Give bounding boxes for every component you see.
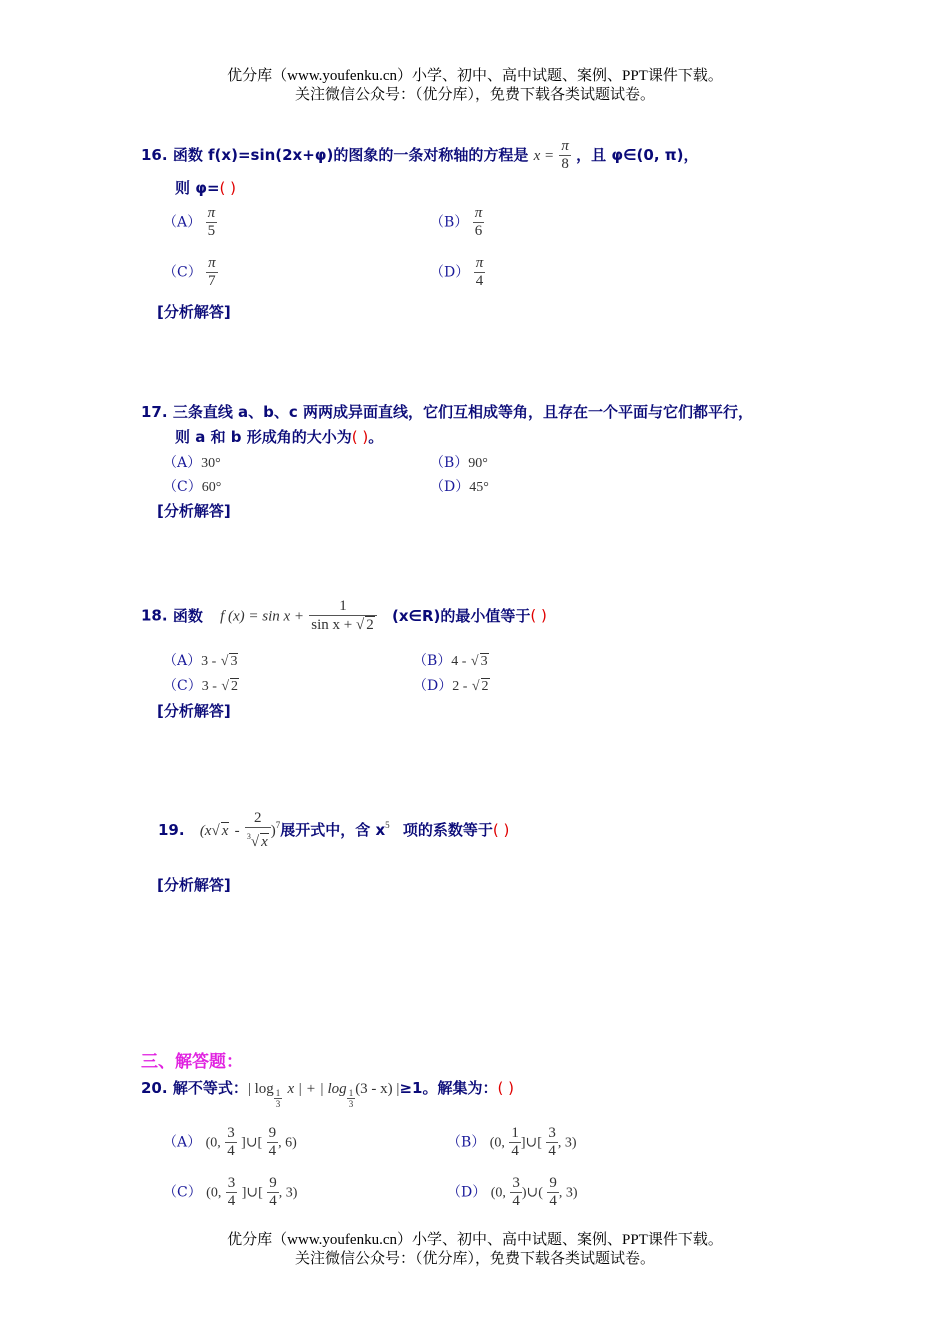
- option-a: 3 -: [201, 654, 217, 669]
- q19-cube-index: 3: [246, 832, 251, 841]
- q20-ineq-c: (3 - x) |: [355, 1081, 400, 1097]
- q17-option-b[interactable]: [430, 452, 488, 472]
- frac-den: 4: [475, 273, 484, 289]
- sqrt-sign: √: [470, 654, 479, 669]
- q16-text-b: ，且 φ∈(0, π)，: [576, 146, 699, 164]
- option-p2: ]∪[: [241, 1135, 263, 1151]
- q17-option-c[interactable]: [163, 476, 221, 496]
- option-frac: [206, 205, 218, 240]
- q19-text: 展开式中，含 x: [280, 821, 386, 839]
- base-den: 3: [275, 1099, 281, 1109]
- q19-expr-close: ): [270, 823, 276, 839]
- option-p1: (0,: [205, 1135, 221, 1151]
- q16-stem: [141, 138, 698, 173]
- q16-analysis-label: [分析解答]: [157, 303, 231, 321]
- base-den: 3: [348, 1099, 354, 1109]
- frac-num: 3: [227, 1125, 235, 1141]
- q20-ineq-b: x | + | log: [287, 1081, 347, 1097]
- q18-frac-den-a: sin x +: [311, 617, 353, 633]
- base-num: 1: [348, 1088, 354, 1098]
- q16-line2-text: 则 φ=: [175, 179, 220, 197]
- q19-power: 7: [275, 820, 281, 830]
- option-label: （A）: [163, 653, 202, 669]
- frac-num: 1: [511, 1125, 519, 1141]
- frac-den: 4: [268, 1143, 277, 1159]
- frac-den: 4: [227, 1143, 235, 1159]
- header-line2: 关注微信公众号：（优分库），免费下载各类试题试卷。: [294, 87, 655, 103]
- q17-option-a[interactable]: [163, 452, 221, 472]
- frac-num: π: [207, 205, 216, 221]
- option-p2: ]∪[: [520, 1135, 542, 1151]
- option-frac: [206, 255, 218, 290]
- sqrt-sign: √: [220, 654, 229, 669]
- option-label: （D）: [447, 1184, 487, 1201]
- frac-num: 9: [269, 1175, 277, 1191]
- frac-num: 9: [268, 1125, 277, 1141]
- option-value: 30°: [201, 456, 221, 471]
- q20-option-d[interactable]: [447, 1175, 578, 1210]
- frac-den: 4: [549, 1193, 557, 1209]
- q17-line2: [175, 426, 383, 447]
- option-frac-2: [546, 1125, 558, 1160]
- q20-log-base-2: [347, 1088, 356, 1109]
- q17-analysis-label: [分析解答]: [157, 502, 231, 520]
- option-p1: (0,: [206, 1185, 222, 1201]
- q20-option-b[interactable]: [447, 1125, 577, 1160]
- option-label: （B）: [430, 455, 469, 471]
- option-value: 60°: [201, 480, 222, 495]
- option-label: （A）: [163, 214, 202, 231]
- q16-option-d[interactable]: [430, 255, 485, 290]
- q17-number: 17.: [141, 403, 168, 421]
- q19-frac-num: 2: [245, 810, 271, 828]
- option-a: 3 -: [201, 679, 217, 694]
- q18-frac: [309, 598, 376, 634]
- option-label: （A）: [163, 455, 202, 471]
- q18-frac-num: 1: [309, 598, 376, 616]
- q16-eq-frac: [559, 138, 571, 173]
- q20-option-a[interactable]: [163, 1125, 297, 1160]
- q19-analysis-label: [分析解答]: [157, 876, 231, 894]
- option-label: （D）: [413, 678, 453, 694]
- q18-fx: f (x) = sin x +: [220, 608, 305, 625]
- option-label: （C）: [163, 1184, 202, 1201]
- footer-line2: 关注微信公众号：（优分库），免费下载各类试题试卷。: [294, 1251, 655, 1267]
- frac-den: 4: [227, 1193, 236, 1209]
- q20-number: 20.: [141, 1079, 168, 1097]
- option-frac: [474, 255, 486, 290]
- q16-option-b[interactable]: [430, 205, 484, 240]
- q20-ineq-a: | log: [247, 1081, 274, 1097]
- frac-den: 4: [511, 1143, 519, 1159]
- option-frac-2: [547, 1175, 559, 1210]
- q18-stem: [141, 598, 547, 634]
- q16-eq-x: x =: [533, 148, 555, 164]
- option-p1: (0,: [490, 1185, 506, 1201]
- q16-line2: [175, 177, 236, 198]
- q17-stem: [141, 401, 753, 422]
- q20-ineq-d: ≥1。解集为：: [399, 1079, 498, 1097]
- q18-number: 18.: [141, 606, 168, 625]
- q16-text-a: 函数 f(x)=sin(2x+φ)的图象的一条对称轴的方程是: [172, 146, 529, 164]
- frac-num: 3: [548, 1125, 556, 1141]
- q16-eq-den: 8: [561, 156, 569, 172]
- q16-answer-blank[interactable]: ( ): [219, 179, 237, 197]
- option-rad: 3: [230, 654, 238, 669]
- q18-frac-den: sin x + √ 2: [311, 617, 374, 633]
- q20-log-base-1: [274, 1088, 283, 1109]
- option-rad: 2: [481, 679, 489, 694]
- option-frac-1: [510, 1175, 522, 1210]
- q20-option-c[interactable]: [163, 1175, 297, 1210]
- frac-den: 5: [207, 223, 216, 239]
- option-p3: , 3): [558, 1185, 578, 1201]
- option-p3: , 3): [557, 1135, 577, 1151]
- q19-text-b: 项的系数等于: [402, 821, 493, 839]
- frac-num: π: [475, 255, 484, 271]
- frac-num: 3: [512, 1175, 520, 1191]
- q16-number: 16.: [141, 146, 168, 164]
- option-label: （C）: [163, 479, 202, 495]
- option-frac-1: [509, 1125, 521, 1160]
- option-a: 4 -: [451, 654, 467, 669]
- q20-answer-blank[interactable]: ( ): [497, 1079, 514, 1097]
- option-label: （B）: [447, 1134, 486, 1151]
- q20-stem: [141, 1077, 514, 1109]
- option-frac-1: [226, 1175, 238, 1210]
- q16-option-c[interactable]: [163, 255, 218, 290]
- q18-analysis-label: [分析解答]: [157, 702, 231, 720]
- option-label: （D）: [430, 479, 470, 495]
- option-label: （A）: [163, 1134, 202, 1151]
- option-frac-2: [267, 1175, 279, 1210]
- q17-option-d[interactable]: [430, 476, 489, 496]
- frac-den: 4: [512, 1193, 520, 1209]
- option-label: （C）: [163, 678, 202, 694]
- option-p1: (0,: [489, 1135, 505, 1151]
- page-footer: [0, 1231, 950, 1269]
- q16-eq-num: π: [561, 138, 569, 154]
- q19-frac-den-rad: x: [261, 834, 268, 850]
- q19-expr-rad: x: [221, 823, 229, 839]
- sqrt-sign: √: [221, 679, 230, 694]
- q18-option-b[interactable]: [413, 650, 489, 670]
- q18-answer-blank[interactable]: ( ): [530, 606, 547, 625]
- option-p2: )∪(: [521, 1185, 543, 1201]
- q19-number: 19.: [158, 821, 185, 839]
- option-rad: 2: [231, 679, 239, 694]
- frac-den: 4: [269, 1193, 277, 1209]
- q17-answer-blank[interactable]: ( ): [351, 428, 369, 446]
- page-header: [0, 67, 950, 105]
- option-label: （D）: [430, 264, 470, 281]
- option-value: 90°: [468, 456, 488, 471]
- option-label: （C）: [163, 264, 202, 281]
- q17-line1: 三条直线 a、b、c 两两成异面直线，它们互相成等角，且存在一个平面与它们都平行，: [172, 403, 754, 421]
- frac-den: 7: [208, 273, 216, 289]
- q20-word: 解不等式：: [172, 1079, 248, 1097]
- q18-option-a[interactable]: [163, 650, 238, 670]
- sqrt-sign: √: [211, 823, 220, 839]
- frac-num: π: [208, 255, 216, 271]
- frac-num: π: [474, 205, 483, 221]
- option-value: 45°: [469, 480, 489, 495]
- option-label: （B）: [413, 653, 452, 669]
- q19-frac: [245, 810, 271, 851]
- option-label: （B）: [430, 214, 469, 231]
- q18-tail: (x∈R)的最小值等于: [391, 606, 531, 625]
- option-p3: , 3): [278, 1185, 298, 1201]
- q18-option-d[interactable]: [413, 675, 490, 695]
- q18-frac-den-rad: 2: [366, 617, 374, 633]
- sqrt-sign: √: [471, 679, 480, 694]
- frac-den: 4: [548, 1143, 556, 1159]
- option-frac: [473, 205, 485, 240]
- option-frac-2: [267, 1125, 279, 1160]
- frac-num: 3: [227, 1175, 236, 1191]
- option-rad: 3: [480, 654, 488, 669]
- q17-end: 。: [368, 428, 384, 446]
- q16-option-a[interactable]: [163, 205, 217, 240]
- q19-stem: [158, 810, 509, 851]
- q18-word: 函数: [172, 606, 203, 625]
- q17-line2-text: 则 a 和 b 形成角的大小为: [175, 428, 352, 446]
- q19-expr-open: (x: [199, 823, 212, 839]
- q19-expr-minus: -: [234, 823, 240, 839]
- frac-num: 9: [549, 1175, 557, 1191]
- q19-answer-blank[interactable]: ( ): [492, 821, 510, 839]
- q19-frac-den: $^3$√ x: [246, 832, 268, 850]
- option-p3: , 6): [278, 1135, 297, 1151]
- q18-option-c[interactable]: [163, 675, 239, 695]
- footer-line1: 优分库（www.youfenku.cn）小学、初中、高中试题、案例、PPT课件下载。: [227, 1232, 723, 1248]
- option-frac-1: [225, 1125, 237, 1160]
- option-p2: ]∪[: [241, 1185, 263, 1201]
- base-num: 1: [275, 1088, 281, 1098]
- header-line1: 优分库（www.youfenku.cn）小学、初中、高中试题、案例、PPT课件下载。: [227, 68, 723, 84]
- q19-text-power: 5: [385, 820, 390, 830]
- frac-den: 6: [474, 223, 483, 239]
- option-a: 2 -: [452, 679, 468, 694]
- section-title: 三、解答题：: [141, 1052, 243, 1072]
